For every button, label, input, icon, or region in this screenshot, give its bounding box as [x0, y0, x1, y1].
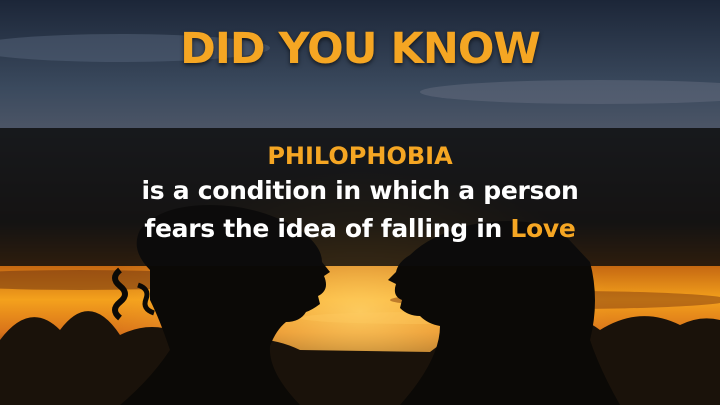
did-you-know-headline: DID YOU KNOW	[180, 24, 540, 74]
definition-line-2-prefix: fears the idea of falling in	[144, 214, 511, 243]
definition-line-1: is a condition in which a person	[141, 176, 579, 205]
love-highlight: Love	[510, 214, 576, 243]
fact-text-block	[0, 140, 720, 248]
definition-line-2	[0, 210, 720, 248]
term-philophobia: PHILOPHOBIA	[267, 142, 453, 170]
